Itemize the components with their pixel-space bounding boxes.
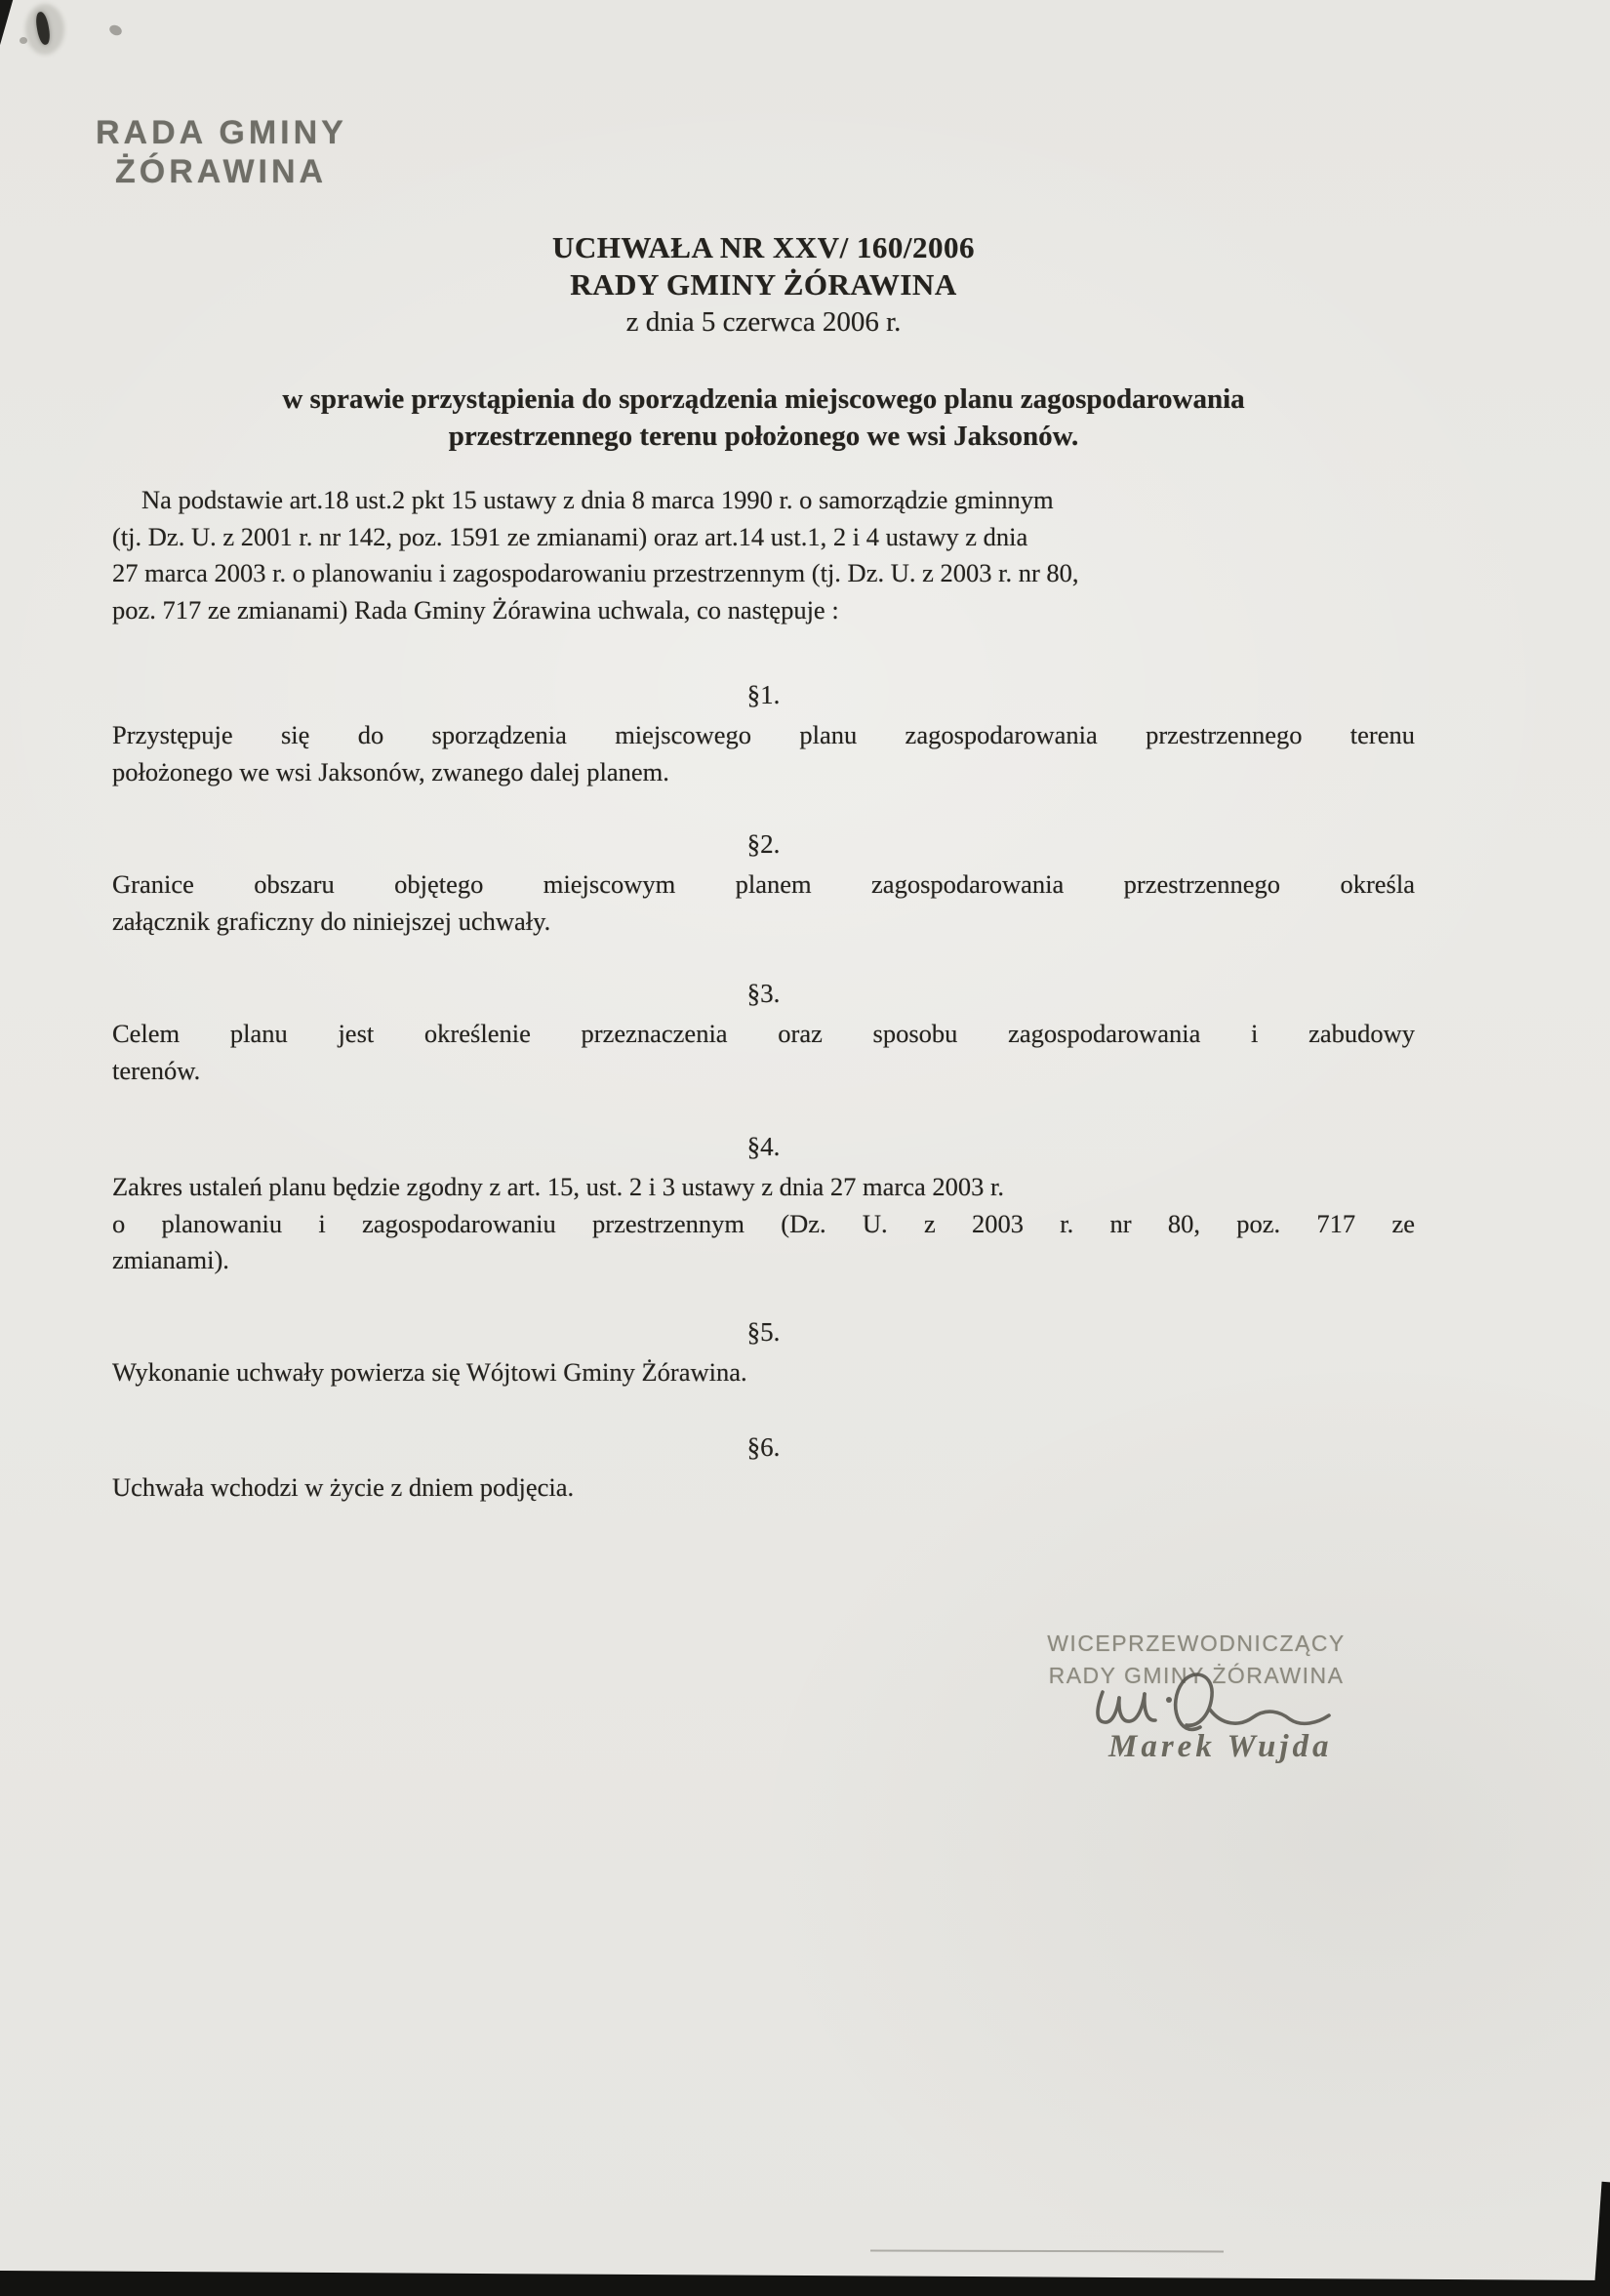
section-3-text bbox=[112, 1016, 1415, 1089]
section-6-text bbox=[112, 1470, 1415, 1507]
section-line: położonego we wsi Jaksonów, zwanego dalej planem. bbox=[112, 756, 669, 786]
section-line: zmianami). bbox=[112, 1245, 229, 1274]
section-1-number: §1. bbox=[746, 680, 781, 709]
resolution-authority: RADY GMINY ŻÓRAWINA bbox=[570, 267, 957, 302]
section-1-text bbox=[112, 717, 1415, 790]
scan-faint-line bbox=[870, 2250, 1224, 2253]
ink-speck bbox=[20, 37, 27, 44]
subject-line1: w sprawie przystąpienia do sporządzenia miejscowego planu zagospodarowania bbox=[282, 383, 1245, 415]
signatory-title-line2: RADY GMINY ŻÓRAWINA bbox=[1048, 1663, 1345, 1688]
section-line: Zakres ustaleń planu będzie zgodny z art. 15, ust. 2 i 3 ustawy z dnia 27 marca 2003 r. bbox=[112, 1172, 1004, 1201]
section-4-number: §4. bbox=[746, 1132, 781, 1161]
resolution-number: UCHWAŁA NR XXV/ 160/2006 bbox=[551, 230, 976, 264]
section-line: o planowaniu i zagospodarowaniu przestrzennym (Dz. U. z 2003 r. nr 80, poz. 717 ze bbox=[112, 1208, 1415, 1238]
preamble-line: 27 marca 2003 r. o planowaniu i zagospodarowaniu przestrzennym (tj. Dz. U. z 2003 r. nr 80, bbox=[112, 558, 1079, 587]
section-6-number: §6. bbox=[746, 1432, 781, 1462]
section-line: Celem planu jest określenie przeznaczenia oraz sposobu zagospodarowania i zabudowy bbox=[112, 1019, 1415, 1048]
subject-line2: przestrzennego terenu położonego we wsi Jaksonów. bbox=[448, 421, 1079, 452]
section-5-text bbox=[112, 1354, 1415, 1391]
section-4-text bbox=[112, 1169, 1415, 1279]
section-line: Przystępuje się do sporządzenia miejscowego planu zagospodarowania przestrzennego terenu bbox=[112, 720, 1415, 749]
section-line: Uchwała wchodzi w życie z dniem podjęcia. bbox=[112, 1472, 575, 1502]
ink-speck bbox=[107, 23, 123, 38]
council-stamp bbox=[96, 113, 347, 191]
preamble-line: Na podstawie art.18 ust.2 pkt 15 ustawy z dnia 8 marca 1990 r. o samorządzie gminnym bbox=[141, 485, 1054, 514]
stamp-line1: RADA GMINY bbox=[96, 114, 347, 151]
scan-corner-artifact bbox=[0, 0, 16, 46]
section-3-number: §3. bbox=[746, 979, 781, 1008]
preamble bbox=[112, 482, 1415, 628]
section-5-number: §5. bbox=[746, 1317, 781, 1347]
section-line: załącznik graficzny do niniejszej uchwały. bbox=[112, 906, 551, 936]
signatory-title-line1: WICEPRZEWODNICZĄCY bbox=[1047, 1631, 1346, 1656]
preamble-line: poz. 717 ze zmianami) Rada Gminy Żórawina uchwala, co następuje : bbox=[112, 594, 839, 624]
section-line: terenów. bbox=[112, 1055, 201, 1085]
resolution-subject bbox=[112, 381, 1415, 455]
section-2-text bbox=[112, 866, 1415, 940]
section-2-number: §2. bbox=[746, 829, 781, 859]
section-line: Wykonanie uchwały powierza się Wójtowi Gminy Żórawina. bbox=[112, 1357, 747, 1387]
preamble-line: (tj. Dz. U. z 2001 r. nr 142, poz. 1591 ze zmianami) oraz art.14 ust.1, 2 i 4 ustawy z dnia bbox=[112, 521, 1028, 551]
stamp-line2: ŻÓRAWINA bbox=[115, 153, 328, 190]
section-line: Granice obszaru objętego miejscowym planem zagospodarowania przestrzennego określa bbox=[112, 869, 1415, 899]
scan-bottom-border bbox=[0, 2271, 1610, 2296]
resolution-title bbox=[112, 229, 1415, 341]
scan-right-border bbox=[1594, 2182, 1610, 2288]
signatory-name: Marek Wujda bbox=[1108, 1729, 1333, 1764]
resolution-date: z dnia 5 czerwca 2006 r. bbox=[625, 306, 902, 338]
